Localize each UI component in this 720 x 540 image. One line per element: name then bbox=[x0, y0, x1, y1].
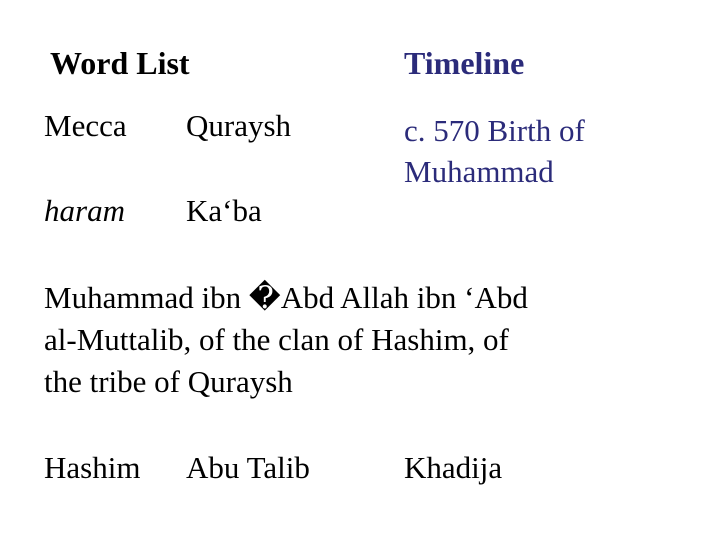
word-haram: haram bbox=[44, 193, 125, 228]
lineage-line2: al-Muttalib, of the clan of Hashim, of bbox=[44, 322, 509, 357]
name-khadija: Khadija bbox=[404, 450, 503, 485]
word-quraysh: Quraysh bbox=[186, 108, 292, 143]
name-hashim: Hashim bbox=[44, 450, 141, 485]
timeline-entry-birth bbox=[404, 110, 704, 192]
name-abu-talib: Abu Talib bbox=[186, 450, 310, 485]
lineage-line1: Muhammad ibn �Abd Allah ibn ‘Abd bbox=[44, 280, 528, 315]
timeline-heading: Timeline bbox=[404, 45, 525, 81]
word-mecca: Mecca bbox=[44, 108, 127, 143]
lineage-line3: the tribe of Quraysh bbox=[44, 364, 293, 399]
timeline-entry-line1: c. 570 Birth of bbox=[404, 113, 585, 148]
timeline-entry-line2: Muhammad bbox=[404, 154, 554, 189]
word-list-heading: Word List bbox=[50, 45, 190, 81]
lineage-paragraph bbox=[44, 277, 684, 403]
word-kaba: Ka‘ba bbox=[186, 193, 262, 228]
